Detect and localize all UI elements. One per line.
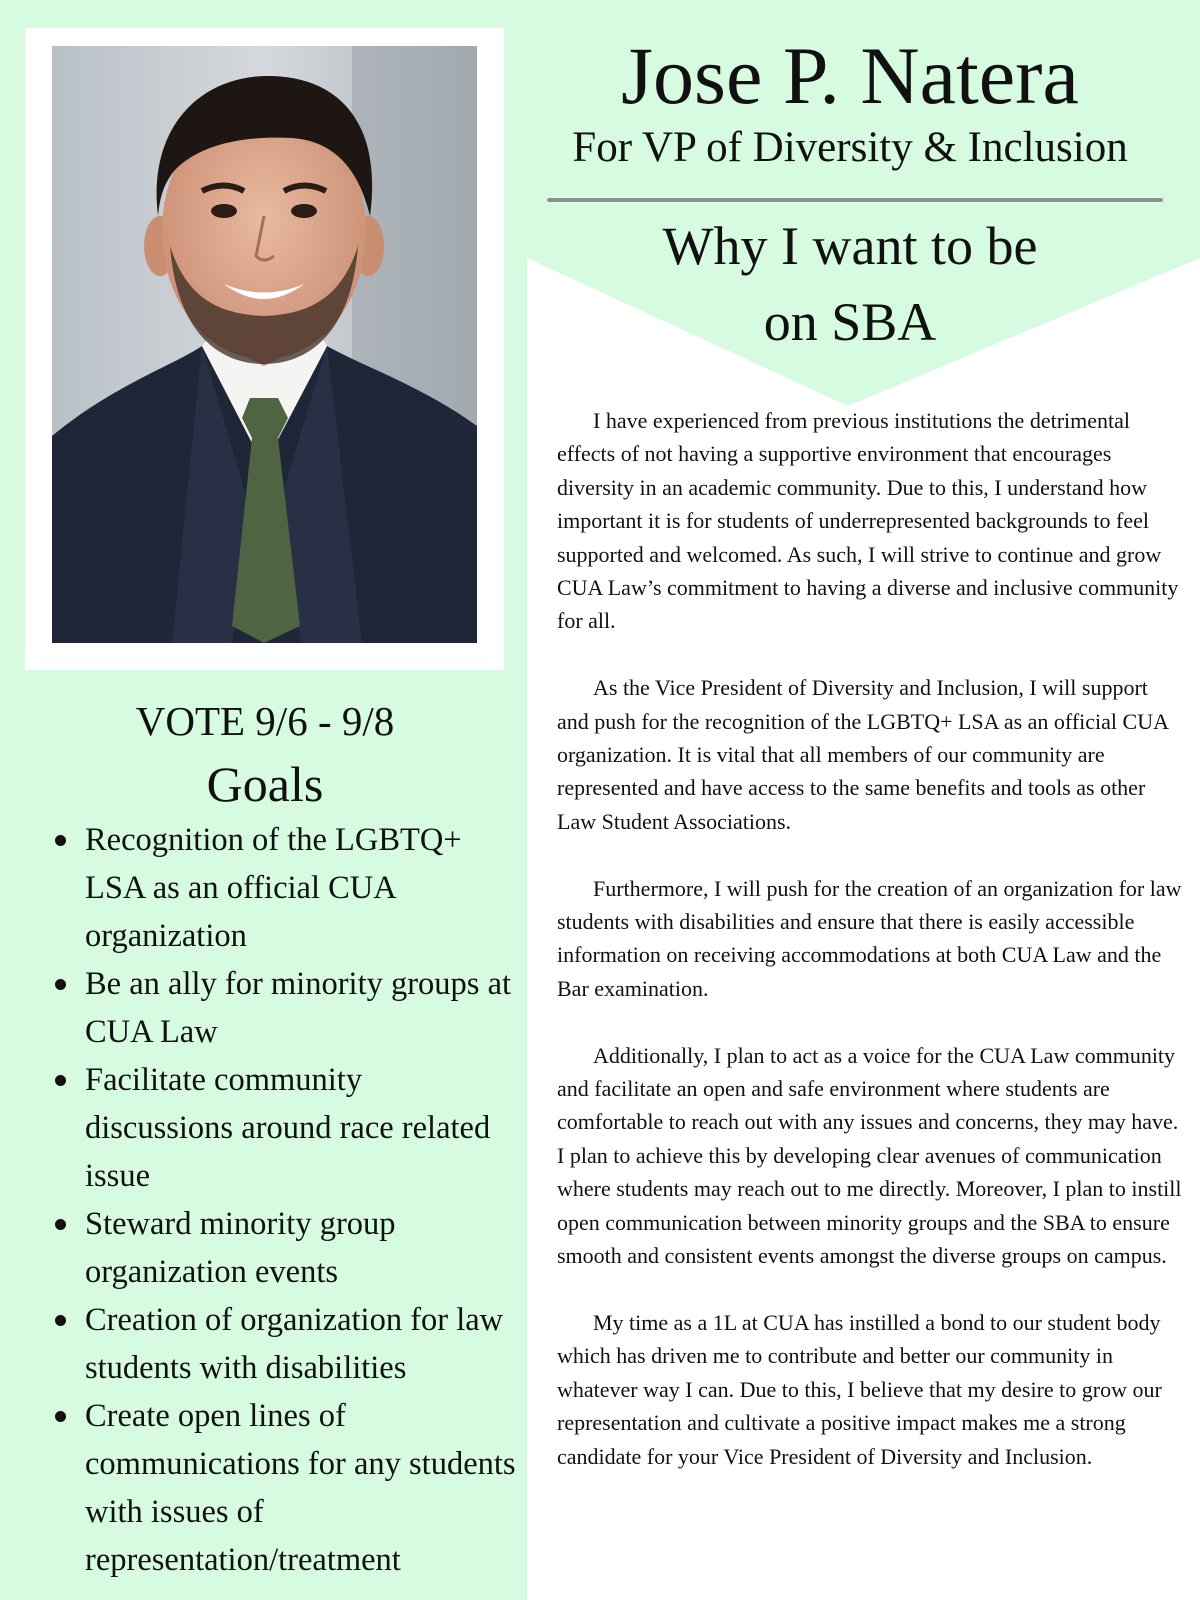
statement-heading-line-2: on SBA — [763, 292, 937, 352]
statement-paragraph: Additionally, I plan to act as a voice for the CUA Law community and facilitate an open and safe environment where students are comfortable to reach out with any issues and concerns, they may have. I plan to achieve this by developing clear avenues of communication where students may reach out to me directly. Moreover, I plan to instill open communication between minority groups and the SBA to ensure smooth and consistent events amongst the diverse groups on campus. — [557, 1042, 1182, 1269]
goal-text: Facilitate community discussions around race related issue — [85, 1062, 491, 1194]
bullet-icon — [55, 1219, 66, 1230]
goal-item — [47, 1296, 517, 1392]
bullet-icon — [55, 979, 66, 990]
candidate-name: Jose P. Natera — [621, 30, 1079, 121]
goal-item — [47, 1056, 517, 1200]
goal-item — [47, 816, 517, 960]
goal-text: Creation of organization for law students with disabilities — [85, 1302, 504, 1386]
vote-dates: VOTE 9/6 - 9/8 — [135, 698, 395, 744]
header-divider — [547, 198, 1163, 202]
bullet-icon — [55, 1411, 66, 1422]
statement-paragraph: As the Vice President of Diversity and Inclusion, I will support and push for the recognition of the LGBTQ+ LSA as an official CUA organization. It is vital that all members of our community are represented and have access to the same benefits and tools as other Law Student Associations. — [557, 675, 1168, 834]
bullet-icon — [55, 1315, 66, 1326]
candidate-statement — [557, 404, 1182, 1506]
goal-text: Steward minority group organization events — [85, 1206, 396, 1290]
goals-list — [47, 816, 517, 1584]
candidate-portrait — [52, 46, 477, 643]
statement-paragraph: Furthermore, I will push for the creation of an organization for law students with disabilities and ensure that there is easily accessible information on receiving accommodations at both CUA Law and the Bar examination. — [557, 875, 1182, 1001]
goals-heading: Goals — [206, 756, 324, 812]
goal-item — [47, 1392, 517, 1584]
position-title: For VP of Diversity & Inclusion — [572, 124, 1128, 171]
statement-heading — [560, 208, 1140, 360]
goal-text: Recognition of the LGBTQ+ LSA as an official CUA organization — [85, 822, 462, 954]
statement-paragraph: I have experienced from previous institutions the detrimental effects of not having a supportive environment that encourages diversity in an academic community. Due to this, I understand how important it is for students of underrepresented backgrounds to feel supported and welcomed. As such, I will strive to continue and grow CUA Law’s commitment to having a diverse and inclusive community for all. — [557, 408, 1179, 634]
goal-text: Create open lines of communications for any students with issues of representation/treatment — [85, 1398, 516, 1578]
goal-text: Be an ally for minority groups at CUA Law — [85, 966, 512, 1050]
goal-item — [47, 1200, 517, 1296]
bullet-icon — [55, 835, 66, 846]
bullet-icon — [55, 1075, 66, 1086]
portrait-frame — [25, 28, 504, 670]
goal-item — [47, 960, 517, 1056]
statement-paragraph: My time as a 1L at CUA has instilled a bond to our student body which has driven me to contribute and better our community in whatever way I can. Due to this, I believe that my desire to grow our representation and cultivate a positive impact makes me a strong candidate for your Vice President of Diversity and Inclusion. — [557, 1309, 1162, 1469]
statement-heading-line-1: Why I want to be — [662, 216, 1038, 276]
